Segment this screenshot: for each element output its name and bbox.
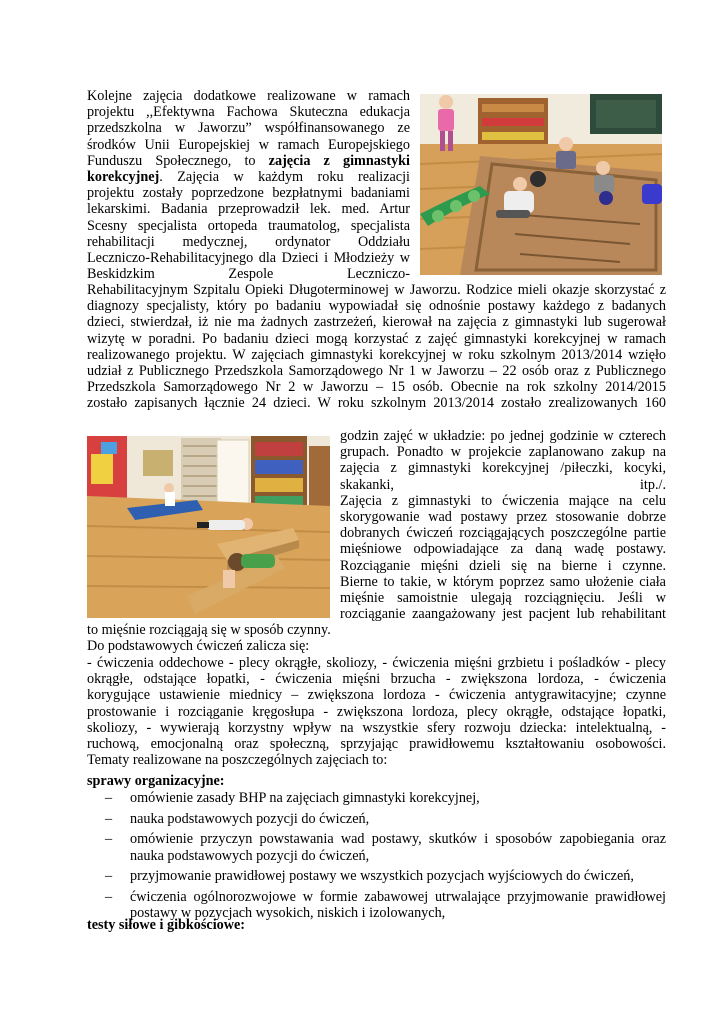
intro-column-line: Leczniczo-Rehabilitacyjnego dla Dzieci i Młodzieży w	[87, 249, 410, 266]
after-photo-text	[87, 622, 666, 654]
right-column-line: Rozciąganie mięśni dzieli się na bierne i czynne.	[340, 557, 666, 574]
intro-continued-line: wizytę w poradni. Po badaniu dzieci mogą korzystać z zajęć gimnastyki korekcyjnej w ramach	[87, 330, 666, 347]
right-column-line: Zajęcia z gimnastyki to ćwiczenia mające na celu	[340, 492, 666, 509]
list-item: ćwiczenia ogólnorozwojowe w formie zabawowej utrwalające przyjmowanie prawidłowej	[130, 889, 666, 905]
right-column-line: skakanki, itp./.	[340, 476, 666, 493]
right-column	[340, 428, 666, 622]
intro-column-line: Scesny specjalista ortopeda traumatolog, specjalista	[87, 217, 410, 234]
intro-column-line: rehabilitacji medycznej, ordynator Oddziału	[87, 233, 410, 250]
exercises-line: korygujące ustawienie miednicy – zwiększona lordoza - ćwiczenia antygrawitacyjne; czynne	[87, 687, 666, 704]
exercises-paragraph	[87, 655, 666, 768]
right-column-line: zajęcia z gimnastyki korekcyjnej /piłeczki, kocyki,	[340, 460, 666, 477]
list-item: przyjmowanie prawidłowej postawy we wszystkich pozycjach wyjściowych do ćwiczeń,	[130, 868, 634, 885]
exercises-line: skoliozy, - wywierają korzystny wpływ na wszystkie sfery rozwoju dziecka: intelektualną, -	[87, 719, 666, 736]
right-column-line: godzin zajęć w układzie: po jednej godzinie w czterech	[340, 428, 666, 444]
list-item: nauka podstawowych pozycji do ćwiczeń,	[130, 810, 370, 827]
exercises-line: Tematy realizowane na poszczególnych zajęciach to:	[87, 752, 388, 769]
after-photo-line: to mięśnie rozciągają się w sposób czynny.	[87, 622, 331, 638]
exercises-line: prostowanie i rozciąganie kręgosłupa - zwiększona lordoza, plecy okrągłe, odstające łopatki,	[87, 703, 666, 720]
intro-column-line: środków Unii Europejskiej w ramach Europejskiego	[87, 136, 410, 153]
intro-column-line: Kolejne zajęcia dodatkowe realizowane w ramach	[87, 88, 410, 104]
intro-continued-line: diagnozy specjalisty, który po badaniu wypowiadał się odnośnie postawy każdego z badanych	[87, 298, 666, 315]
right-column-line: grupach. Ponadto w projekcie zaplanowano zakup na	[340, 444, 666, 461]
intro-column-line: lekarskimi. Badania przeprowadził lek. med. Artur	[87, 201, 410, 218]
list-bullet-dash: –	[105, 889, 113, 905]
intro-continued-line: realizowanego projektu. W zajęciach gimnastyki korekcyjnej w roku szkolnym 2013/2014 wzięło	[87, 346, 666, 363]
heading-tests: testy siłowe i gibkościowe:	[87, 917, 246, 933]
photo-gym-floor	[87, 436, 330, 618]
intro-continued	[87, 282, 666, 412]
exercises-line: - ćwiczenia oddechowe - plecy okrągłe, skoliozy, - ćwiczenia mięśni grzbietu i pośladków - plecy	[87, 655, 666, 671]
intro-continued-line: zostało zapisanych łącznie 24 dzieci. W roku szkolnym 2013/2014 zostało zrealizowanych 160	[87, 395, 666, 412]
list-item: omówienie przyczyn powstawania wad postawy, skutków i sposobów zapobiegania oraz	[130, 831, 666, 848]
list-bullet-dash: –	[105, 831, 113, 848]
intro-column-line: korekcyjnej. Zajęcia w każdym roku realizacji	[87, 168, 410, 185]
list-item: nauka podstawowych pozycji do ćwiczeń,	[130, 847, 370, 864]
exercises-line: ruchową, emocjonalną oraz społeczną, sprzyjając prawidłowemu kształtowaniu osobowości.	[87, 735, 666, 752]
intro-continued-line: dzieci, stwierdzał, iż nie ma żadnych zastrzeżeń, kierował na zajęcia z gimnastyki lub sugerował	[87, 314, 666, 331]
list-bullet-dash: –	[105, 790, 113, 806]
intro-column-line: przedszkolna w Jaworzu” współfinansowanego ze	[87, 120, 410, 137]
intro-continued-line: Rehabilitacyjnym Szpitalu Opieki Długoterminowej w Jaworzu. Rodzice mieli okazje skorzystać z	[87, 282, 666, 298]
intro-column-line: projektu zostały poprzedzone bezpłatnymi badaniami	[87, 185, 410, 202]
right-column-line: skorygowanie wad postawy przez stosowanie dobrze	[340, 508, 666, 525]
intro-column-line: Beskidzkim Zespole Leczniczo-	[87, 266, 410, 283]
intro-continued-line: Przedszkola Samorządowego Nr 2 w Jaworzu – 15 osób. Obecnie na rok szkolny 2014/2015	[87, 379, 666, 396]
list-item: postawy w pozycjach wysokich, niskich i izolowanych,	[130, 905, 446, 922]
right-column-line: dobranych ćwiczeń rozciągających poszczególne partie	[340, 525, 666, 542]
right-column-line: mięśnie samoistnie ulegają rozciągnięciu. Jeśli w	[340, 589, 666, 606]
intro-column	[87, 88, 410, 282]
heading-organizational: sprawy organizacyjne:	[87, 773, 225, 789]
intro-continued-line: udział z Publicznego Przedszkola Samorządowego Nr 1 w Jaworzu – 22 osób oraz z Publicznego	[87, 362, 666, 379]
after-photo-line: Do podstawowych ćwiczeń zalicza się:	[87, 638, 310, 655]
right-column-line: rozciąganie zaangażowany jest pacjent lub rehabilitant	[340, 606, 666, 623]
right-column-line: Bierne to takie, w którym poprzez samo ułożenie ciała	[340, 573, 666, 590]
right-column-line: mięśniowe odpowiadające za daną wadę postawy.	[340, 541, 666, 558]
intro-column-line: Funduszu Społecznego, to zajęcia z gimnastyki	[87, 152, 410, 169]
exercises-line: okrągłe, odstające łopatki, - ćwiczenia mięśni brzucha - zwiększona lordoza, - ćwiczenia	[87, 671, 666, 688]
list-bullet-dash: –	[105, 868, 113, 885]
intro-column-line: projektu ,,Efektywna Fachowa Skuteczna edukacja	[87, 104, 410, 121]
photo-classroom-carpet	[420, 94, 662, 275]
list-item: omówienie zasady BHP na zajęciach gimnastyki korekcyjnej,	[130, 790, 480, 806]
list-bullet-dash: –	[105, 810, 113, 827]
